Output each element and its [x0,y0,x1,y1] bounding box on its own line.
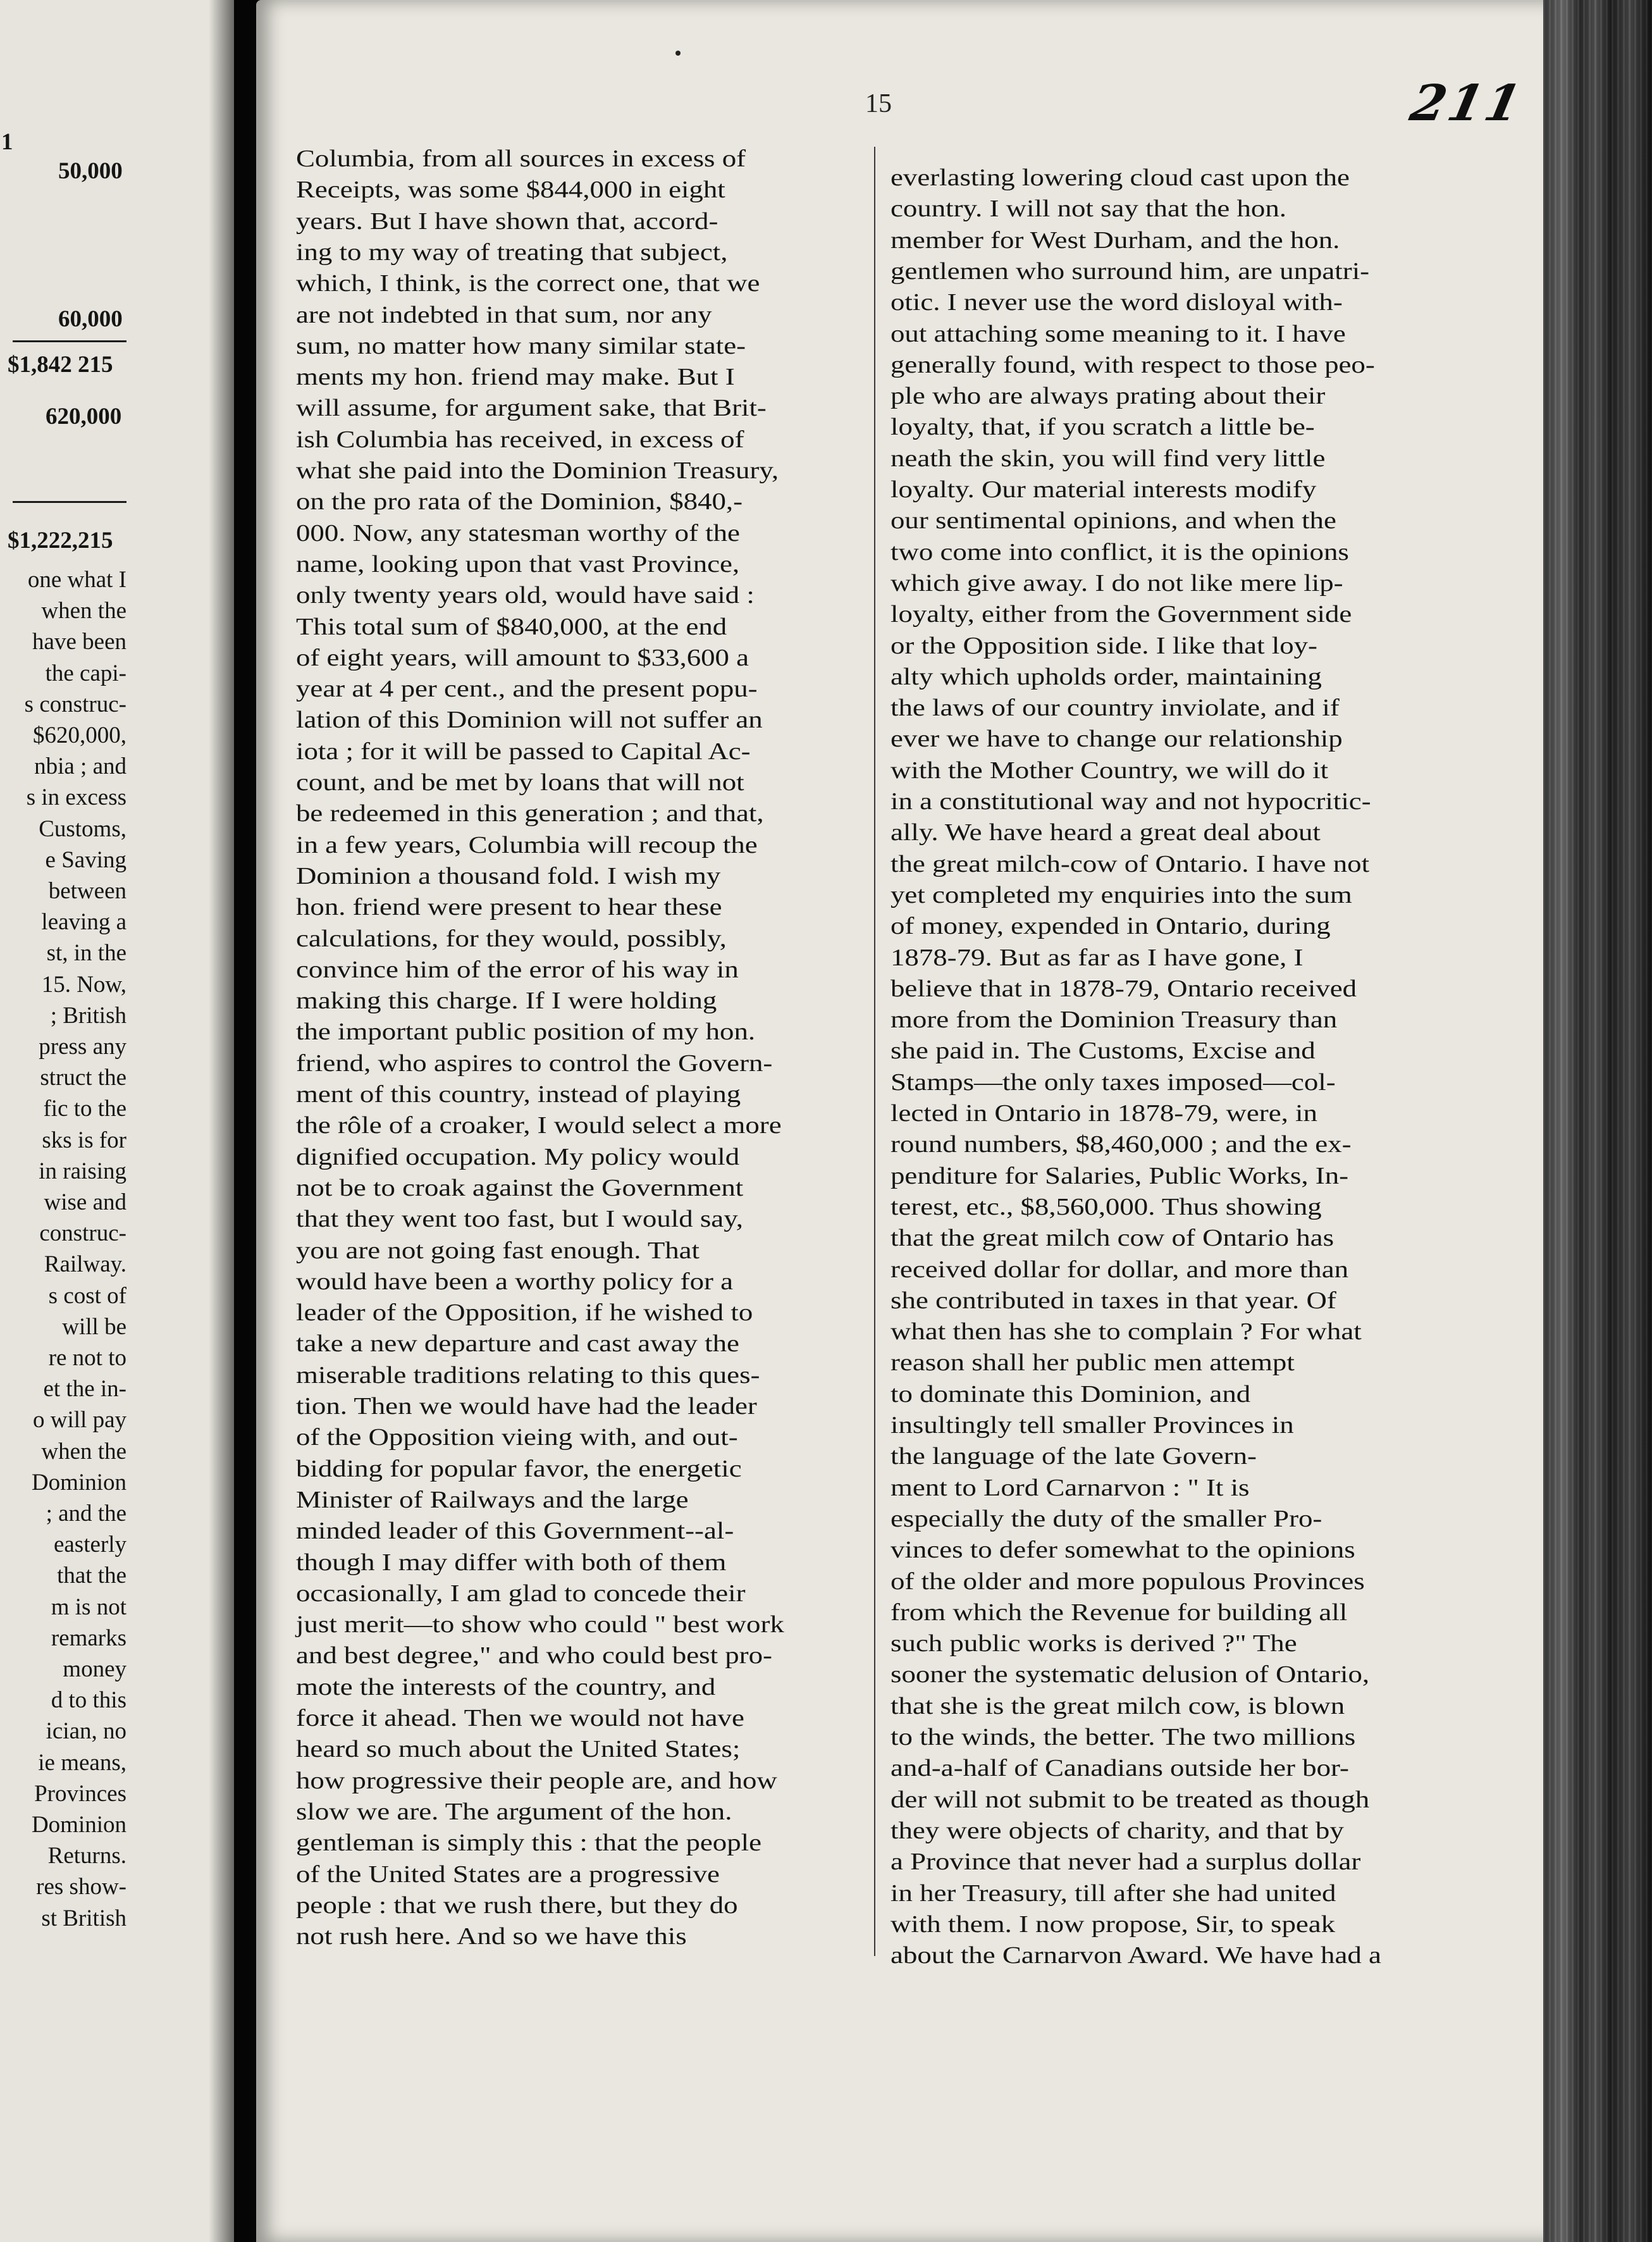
text-line: two come into conflict, it is the opinions [891,538,1349,566]
left-page-fragment: one what I [27,567,126,593]
left-page-fragment: nbia ; and [34,753,126,780]
text-line: our sentimental opinions, and when the [891,507,1336,535]
text-line: loyalty, that, if you scratch a little be- [891,414,1315,441]
left-number-5: 620,000 [46,404,122,430]
text-line: not be to croak against the Government [296,1174,744,1201]
text-line: or the Opposition side. I like that loy- [891,632,1317,659]
text-line: sum, no matter how many similar state- [296,332,746,359]
text-line: ment of this country, instead of playing [296,1081,741,1108]
text-line: neath the skin, you will find very little [891,445,1326,472]
left-page-shadow [209,0,234,2242]
text-line: of the older and more populous Provinces [891,1568,1365,1595]
text-line: the language of the late Govern- [891,1443,1257,1470]
left-page-fragment: st, in the [46,940,126,967]
text-line: force it ahead. Then we would not have [296,1705,744,1731]
text-line: convince him of the error of his way in [296,956,739,983]
left-page-fragment: o will pay [33,1407,126,1434]
left-page-fragment: easterly [53,1532,126,1558]
text-line: bidding for popular favor, the energetic [296,1455,742,1482]
left-page-fragment: Dominion [31,1469,126,1496]
text-line: just merit—to show who could " best work [296,1611,784,1638]
text-line: on the pro rata of the Dominion, $840,- [296,488,743,516]
text-line: Receipts, was some $844,000 in eight [296,177,725,204]
left-page-fragment: will be [62,1313,126,1340]
left-page-fragment: leaving a [41,909,126,936]
text-line: ment to Lord Carnarvon : " It is [891,1474,1250,1501]
text-line: to the winds, the better. The two millions [891,1724,1356,1750]
left-number-4: $1,842 215 [8,352,113,378]
text-line: the laws of our country inviolate, and if [891,695,1340,722]
text-line: This total sum of $840,000, at the end [296,613,727,640]
text-line: will assume, for argument sake, that Brit- [296,395,767,422]
left-page-fragment: e Saving [45,846,126,873]
left-page-fragment: 15. Now, [41,971,126,998]
handwritten-folio-number: 211 [1405,75,1529,132]
left-page-fragment: ician, no [46,1718,126,1745]
text-line: dignified occupation. My policy would [296,1143,740,1170]
text-line: of eight years, will amount to $33,600 a [296,644,749,671]
left-page-fragment: st British [41,1905,126,1931]
left-rule-2 [13,501,126,503]
text-line: the rôle of a croaker, I would select a more [296,1112,782,1139]
text-line: take a new departure and cast away the [296,1330,739,1358]
left-page-fragment: $620,000, [33,722,126,748]
text-line: of money, expended in Ontario, during [891,913,1331,940]
text-line: believe that in 1878-79, Ontario received [891,975,1357,1002]
left-page-fragment: struct the [40,1065,126,1091]
text-line: Dominion a thousand fold. I wish my [296,862,721,889]
text-line: lected in Ontario in 1878-79, were, in [891,1100,1317,1127]
text-line: generally found, with respect to those peo- [891,351,1375,378]
text-line: she contributed in taxes in that year. Of [891,1287,1336,1314]
left-page-fragment: re not to [48,1345,126,1371]
column-rule [874,147,875,1956]
text-line: ever we have to change our relationship [891,726,1343,753]
left-page-fragment: that the [57,1563,126,1589]
text-line: der will not submit to be treated as though [891,1786,1370,1813]
text-line: Stamps—the only taxes imposed—col- [891,1068,1336,1096]
text-line: about the Carnarvon Award. We have had a [891,1942,1381,1969]
text-line: would have been a worthy policy for a [296,1268,734,1295]
text-line: in a few years, Columbia will recoup the [296,831,758,858]
left-page-fragment: Customs, [39,815,126,842]
text-line: otic. I never use the word disloyal with- [891,289,1343,316]
text-line: hon. friend were present to hear these [296,894,722,921]
text-line: slow we are. The argument of the hon. [296,1798,732,1825]
text-line: are not indebted in that sum, nor any [296,301,712,328]
left-page-fragment: s cost of [48,1282,126,1309]
text-line: such public works is derived ?" The [891,1630,1297,1657]
text-line: terest, etc., $8,560,000. Thus showing [891,1193,1322,1220]
left-number-1: 1 [1,129,13,155]
text-line: friend, who aspires to control the Govern- [296,1050,773,1077]
left-page-fragment: have been [32,629,126,655]
text-line: of the United States are a progressive [296,1861,720,1888]
left-page-fragment: ie means, [38,1749,126,1776]
left-page-fragment: ; and the [46,1501,126,1527]
text-line: ing to my way of treating that subject, [296,238,728,266]
text-line: leader of the Opposition, if he wished to [296,1299,753,1327]
text-line: from which the Revenue for building all [891,1599,1348,1626]
left-page-fragment: sks is for [42,1127,126,1153]
text-line: everlasting lowering cloud cast upon the [891,164,1350,191]
text-line: yet completed my enquiries into the sum [891,881,1352,908]
text-line: penditure for Salaries, Public Works, In- [891,1162,1349,1189]
left-number-3: 60,000 [58,306,123,332]
left-page-fragment: Returns. [47,1843,126,1869]
left-page-fragment: money [63,1656,126,1682]
text-line: and-a-half of Canadians outside her bor- [891,1755,1349,1782]
text-line: out attaching some meaning to it. I have [891,320,1346,347]
text-line: insultingly tell smaller Provinces in [891,1412,1294,1439]
page-number: 15 [865,89,892,118]
text-line: miserable traditions relating to this ques- [296,1361,760,1389]
text-line: which give away. I do not like mere lip- [891,569,1343,597]
left-page-fragment: the capi- [45,660,126,686]
text-line: the important public position of my hon. [296,1019,756,1046]
left-number-6: $1,222,215 [8,528,113,554]
text-line: though I may differ with both of them [296,1549,727,1576]
text-line: iota ; for it will be passed to Capital Ac- [296,738,751,765]
left-page-fragment: Railway. [44,1251,126,1278]
text-line: only twenty years old, would have said : [296,582,755,609]
text-line: the great milch-cow of Ontario. I have not [891,850,1370,877]
text-line: tion. Then we would have had the leader [296,1393,757,1420]
text-line: minded leader of this Government--al- [296,1518,734,1545]
left-page-fragment: et the in- [43,1376,126,1403]
left-page-fragment: fic to the [43,1096,126,1122]
text-line: round numbers, $8,460,000 ; and the ex- [891,1131,1352,1158]
text-line: loyalty. Our material interests modify [891,476,1317,503]
text-line: ple who are always prating about their [891,383,1326,410]
text-line: in her Treasury, till after she had united [891,1880,1336,1907]
text-line: what then has she to complain ? For what [891,1318,1362,1346]
text-line: mote the interests of the country, and [296,1673,716,1700]
text-line: you are not going fast enough. That [296,1237,700,1264]
print-speck [675,51,681,56]
text-line: gentleman is simply this : that the people [296,1830,762,1857]
text-line: a Province that never had a surplus dollar [891,1849,1361,1876]
left-page-fragment: press any [39,1034,126,1060]
text-line: country. I will not say that the hon. [891,195,1286,223]
text-line: that they went too fast, but I would say, [296,1206,743,1233]
text-line: name, looking upon that vast Province, [296,550,740,578]
text-line: especially the duty of the smaller Pro- [891,1505,1322,1532]
left-page-fragment: construc- [39,1220,126,1247]
left-page-fragment: in raising [39,1158,126,1184]
left-page-fragment: s in excess [26,784,126,811]
left-page-fragment: wise and [44,1189,126,1215]
left-page-fragment: ; British [50,1002,126,1029]
left-page-fragment: Dominion [31,1812,126,1838]
text-line: ments my hon. friend may make. But I [296,364,735,391]
text-line: that the great milch cow of Ontario has [891,1225,1335,1252]
left-page-fragment: between [48,878,126,904]
text-line: 1878-79. But as far as I have gone, I [891,944,1304,971]
text-line: and best degree," and who could best pro- [296,1642,772,1669]
left-page-fragment: remarks [51,1625,126,1651]
text-line: loyalty, either from the Government side [891,601,1352,628]
text-line: Minister of Railways and the large [296,1486,689,1513]
text-line: not rush here. And so we have this [296,1923,687,1950]
text-line: reason shall her public men attempt [891,1349,1295,1377]
text-line: calculations, for they would, possibly, [296,925,727,952]
left-page-fragment: when the [41,1438,126,1465]
text-line: ally. We have heard a great deal about [891,819,1321,846]
book-spine-edge [1543,0,1652,2242]
left-page-fragment: d to this [51,1687,126,1714]
text-line: sooner the systematic delusion of Ontario, [891,1661,1370,1688]
text-line: years. But I have shown that, accord- [296,207,718,235]
text-line: year at 4 per cent., and the present popu- [296,676,758,703]
text-line: ish Columbia has received, in excess of [296,426,744,453]
text-line: count, and be met by loans that will not [296,769,744,796]
text-line: she paid in. The Customs, Excise and [891,1037,1316,1065]
left-page-fragment: s construc- [24,691,126,717]
left-page-edge [0,0,234,2242]
left-number-2: 50,000 [58,158,123,184]
text-line: making this charge. If I were holding [296,988,717,1015]
text-line: heard so much about the United States; [296,1736,741,1763]
text-line: alty which upholds order, maintaining [891,663,1322,690]
text-line: people : that we rush there, but they do [296,1892,738,1919]
left-page-fragment: Provinces [34,1780,126,1807]
text-line: in a constitutional way and not hypocritic- [891,788,1371,815]
text-line: of the Opposition vieing with, and out- [296,1424,738,1451]
text-line: Columbia, from all sources in excess of [296,146,746,172]
text-line: occasionally, I am glad to concede their [296,1580,746,1607]
text-line: lation of this Dominion will not suffer an [296,707,763,734]
text-line: to dominate this Dominion, and [891,1380,1251,1408]
text-line: which, I think, is the correct one, that we [296,270,760,297]
left-rule-1 [13,340,126,342]
text-line: with the Mother Country, we will do it [891,757,1329,784]
left-page-fragments [0,0,126,2242]
left-page-fragment: when the [41,598,126,624]
text-line: received dollar for dollar, and more than [891,1256,1349,1283]
text-line: what she paid into the Dominion Treasury, [296,457,779,484]
text-line: more from the Dominion Treasury than [891,1006,1338,1034]
text-line: member for West Durham, and the hon. [891,226,1340,254]
text-line: they were objects of charity, and that by [891,1817,1344,1844]
text-line: gentlemen who surround him, are unpatri- [891,257,1370,285]
left-page-fragment: m is not [51,1594,126,1620]
left-page-fragment: res show- [36,1874,126,1900]
text-line: that she is the great milch cow, is blown [891,1692,1345,1719]
text-line: be redeemed in this generation ; and that, [296,800,764,827]
text-line: 000. Now, any statesman worthy of the [296,519,740,547]
text-line: with them. I now propose, Sir, to speak [891,1911,1336,1938]
text-line: how progressive their people are, and how [296,1767,777,1794]
text-line: vinces to defer somewhat to the opinions [891,1537,1355,1564]
